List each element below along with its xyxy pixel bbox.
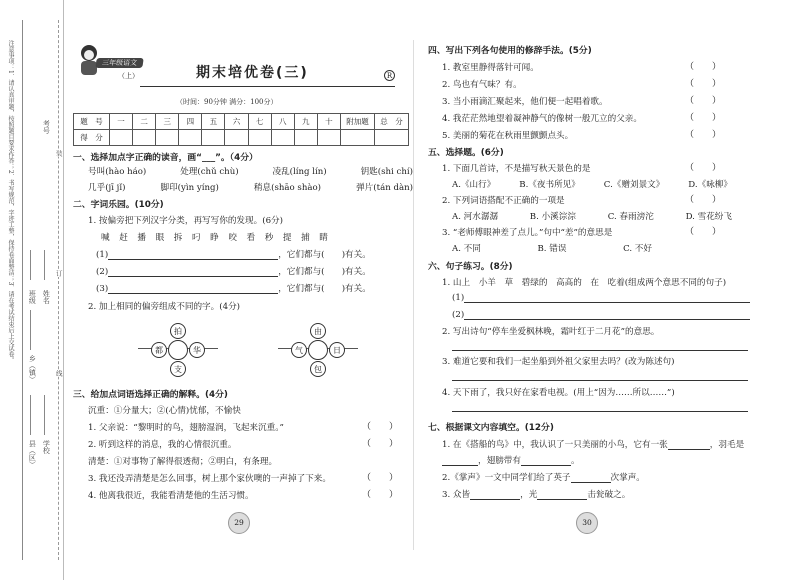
page-number-left: 29 (228, 512, 250, 534)
score-cell: 二 (133, 114, 156, 130)
grade-badge-sub: （上） (118, 72, 139, 80)
classify-line-1 (96, 250, 371, 260)
section-3-q3: 3. 我还没弄清楚是怎么回事，树上那个家伙噢的一声掉了下来。 (88, 474, 331, 484)
classify-line-3 (96, 284, 371, 294)
score-cell: 五 (202, 114, 225, 130)
field-town-line (30, 310, 31, 350)
field-name-line (44, 250, 45, 280)
answer-blank[interactable] (452, 402, 748, 412)
binding-rule (22, 20, 23, 560)
section-7-q1-line-2 (442, 456, 580, 466)
section-5-q3: 3. “老师傅眼神差了点儿。”句中“差”的意思是 (442, 228, 613, 238)
section-5-title: 五、选择题。(6分) (428, 148, 504, 158)
score-input[interactable] (133, 130, 156, 146)
answer-blank[interactable] (108, 293, 278, 294)
option[interactable]: D.《咏柳》 (688, 180, 732, 190)
section-1-title: 一、选择加点字正确的读音，画“___”。（4分） (73, 153, 258, 163)
pinyin-item[interactable]: 脚印(yìn yíng) (160, 183, 219, 193)
score-cell: 附加题 (341, 114, 375, 130)
option[interactable]: C. 春雨滂沱 (607, 212, 654, 222)
answer-blank[interactable] (442, 465, 478, 466)
flower-petal: 都 (151, 342, 167, 358)
cut-line (58, 20, 59, 560)
cut-mark-1: 装 (54, 150, 63, 157)
score-input[interactable] (202, 130, 225, 146)
fill-text: 2.《掌声》一文中同学们给了英子 (442, 473, 571, 483)
answer-blank[interactable] (537, 499, 587, 500)
section-1-row-1 (88, 167, 413, 177)
definition-1: 沉重：①分量大；②(心情)忧郁，不愉快 (88, 406, 241, 416)
answer-blank[interactable] (521, 465, 571, 466)
section-6-q3: 3. 难道它要和我们一起坐船到外祖父家里去吗？(改为陈述句) (442, 357, 675, 367)
line-tail: ，它们都与( )有关。 (278, 284, 371, 294)
section-5-q3-options (452, 244, 652, 254)
section-7-q2 (442, 473, 645, 483)
field-school-line (44, 395, 45, 435)
option[interactable]: A. 河水潺潺 (452, 212, 499, 222)
line-number: (3) (96, 284, 109, 294)
field-id-label: 考号 (42, 120, 51, 134)
flower-center-blank[interactable] (168, 340, 188, 360)
page-title: 期末培优卷(三) (196, 65, 309, 81)
answer-paren[interactable]: （ ） (685, 163, 722, 173)
field-class-label: 班级 (28, 290, 37, 304)
fill-text: ，光 (520, 490, 538, 500)
answer-blank[interactable] (108, 276, 278, 277)
score-input[interactable] (225, 130, 248, 146)
option[interactable]: D. 雪花纷飞 (685, 212, 732, 222)
option[interactable]: C. 不好 (623, 244, 652, 254)
fill-text: 次掌声。 (610, 473, 645, 483)
registered-mark: R (384, 70, 395, 81)
cut-mark-3: 线 (54, 370, 63, 377)
flower-petal: 包 (310, 361, 326, 377)
fill-text: 1. 在《搭船的鸟》中，我认识了一只美丽的小鸟，它有一张 (442, 440, 668, 450)
score-input[interactable] (179, 130, 202, 146)
section-4-title: 四、写出下列各句使用的修辞手法。(5分) (428, 46, 592, 56)
score-input[interactable] (375, 130, 409, 146)
section-2-q1: 1. 按偏旁把下列汉字分类，再写写你的发现。(6分) (88, 216, 283, 226)
line-number: (1) (452, 293, 465, 303)
flower-center-blank[interactable] (308, 340, 328, 360)
option[interactable]: B. 小溪淙淙 (529, 212, 576, 222)
definition-2: 清楚：①对事物了解得很透彻；②明白，有条理。 (88, 457, 278, 467)
option[interactable]: A.《山行》 (452, 180, 496, 190)
title-rule (140, 86, 395, 87)
section-5-q2: 2. 下列词语搭配不正确的一项是 (442, 196, 565, 206)
section-3-q1: 1. 父亲说：“黎明时的鸟，翅膀湿润，飞起来沉重。” (88, 423, 284, 433)
section-6-q2: 2. 写出诗句“停车坐爱枫林晚，霜叶红于二月花”的意思。 (442, 327, 660, 337)
answer-paren[interactable]: （ ） (362, 473, 399, 483)
field-district-label: 县（区） (28, 440, 37, 468)
score-cell: 总 分 (375, 114, 409, 130)
line-number: (2) (96, 267, 109, 277)
score-input[interactable] (248, 130, 271, 146)
fill-text: ，翅膀带有 (478, 456, 521, 466)
binding-strip (0, 0, 64, 580)
page-divider (413, 40, 414, 550)
section-3-title: 三、给加点词语选择正确的解释。(4分) (73, 390, 228, 400)
answer-paren[interactable]: （ ） (685, 113, 722, 123)
answer-blank[interactable] (571, 482, 611, 483)
section-6-q4: 4. 天下雨了，我只好在家看电视。(用上“因为……所以……”) (442, 388, 675, 398)
section-2-title: 二、字词乐园。(10分) (73, 200, 164, 210)
section-6-q1: 1. 山上 小羊 草 碧绿的 高高的 在 吃着(组成两个意思不同的句子) (442, 278, 727, 288)
score-cell: 一 (110, 114, 133, 130)
answer-paren[interactable]: （ ） (685, 62, 722, 72)
section-1-row-2 (88, 183, 413, 193)
section-7-q3 (442, 490, 630, 500)
score-cell: 十 (317, 114, 340, 130)
answer-paren[interactable]: （ ） (685, 130, 722, 140)
score-input[interactable] (317, 130, 340, 146)
field-name-label: 姓名 (42, 290, 51, 304)
rhetoric-item: 1. 教室里静得落针可闻。 (442, 63, 539, 73)
sentence-line-2 (452, 310, 750, 320)
field-district-line (30, 395, 31, 435)
section-3-q4: 4. 他离我很近，我能看清楚他的生活习惯。 (88, 491, 254, 501)
line-number: (1) (96, 250, 109, 260)
field-town-label: 乡（镇） (28, 355, 37, 383)
cut-mark-2: 订 (54, 270, 63, 277)
score-cell: 七 (248, 114, 271, 130)
section-7-title: 七、根据课文内容填空。(12分) (428, 423, 554, 433)
option[interactable]: A. 不同 (452, 244, 481, 254)
rhetoric-item: 5. 美丽的菊花在秋雨里颤颤点头。 (442, 131, 574, 141)
score-table-header-row (74, 114, 409, 130)
answer-paren[interactable]: （ ） (685, 227, 722, 237)
section-2-chars: 喊 赶 播 眼 拆 叼 睁 咬 看 秒 提 捕 睛 (101, 233, 329, 243)
exam-info: （时间：90分钟 满分：100分） (176, 98, 278, 106)
section-2-q2: 2. 加上相同的偏旁组成不同的字。(4分) (88, 302, 241, 312)
classify-line-2 (96, 267, 371, 277)
answer-blank[interactable] (464, 302, 750, 303)
answer-paren[interactable]: （ ） (685, 195, 722, 205)
section-3-q2: 2. 听到这样的消息，我的心情很沉重。 (88, 440, 237, 450)
binding-notes: 注意事项：1．请认真审题，按照题目要求作答；2．书写规范，字迹工整，保持卷面整洁；3．请在考试结束后上交试卷。 (7, 40, 14, 364)
answer-paren[interactable]: （ ） (362, 439, 399, 449)
flower-petal: 日 (329, 342, 345, 358)
fill-text: 3. 众皆 (442, 490, 471, 500)
rhetoric-item: 2. 鸟也有气味？有。 (442, 80, 522, 90)
fill-text: 。 (570, 456, 580, 466)
option[interactable]: B.《夜书所见》 (519, 180, 580, 190)
score-input[interactable] (156, 130, 179, 146)
answer-blank[interactable] (452, 341, 748, 351)
pinyin-item[interactable]: 凌乱(líng lín) (272, 167, 327, 177)
score-table (73, 113, 409, 146)
answer-paren[interactable]: （ ） (685, 79, 722, 89)
flower-diagram-1 (128, 320, 228, 380)
answer-blank[interactable] (108, 259, 278, 260)
flower-petal: 气 (291, 342, 307, 358)
score-cell: 三 (156, 114, 179, 130)
flower-diagram-2 (268, 320, 368, 380)
flower-petal: 支 (170, 361, 186, 377)
rhetoric-item: 3. 当小雨滴汇聚起来，他们便一起唱着歌。 (442, 97, 608, 107)
fill-text: ，羽毛是 (709, 440, 745, 450)
line-number: (2) (452, 310, 465, 320)
grade-badge: 三年级语文 (95, 58, 143, 68)
line-tail: ，它们都与( )有关。 (278, 250, 371, 260)
answer-blank[interactable] (464, 319, 750, 320)
score-row-label: 得 分 (74, 130, 110, 146)
flower-petal: 华 (189, 342, 205, 358)
answer-paren[interactable]: （ ） (362, 422, 399, 432)
option[interactable]: C.《赠刘景文》 (603, 180, 665, 190)
score-input[interactable] (271, 130, 294, 146)
pinyin-item[interactable]: 钥匙(shi chí) (360, 167, 413, 177)
field-class-line (30, 250, 31, 280)
option[interactable]: B. 错误 (537, 244, 567, 254)
rhetoric-item: 4. 我茫茫然地望着凝神静气的像树一般兀立的父亲。 (442, 114, 642, 124)
pinyin-item[interactable]: 几乎(jī jǐ) (88, 183, 126, 193)
score-input[interactable] (341, 130, 375, 146)
pinyin-item[interactable]: 处理(chǔ chù) (180, 167, 239, 177)
score-input[interactable] (294, 130, 317, 146)
pinyin-item[interactable]: 稍息(shāo shào) (253, 183, 322, 193)
section-5-q1: 1. 下面几首诗，不是描写秋天景色的是 (442, 164, 591, 174)
answer-paren[interactable]: （ ） (685, 96, 722, 106)
flower-petal: 由 (310, 323, 326, 339)
flower-petal: 拍 (170, 323, 186, 339)
score-cell: 九 (294, 114, 317, 130)
score-table-score-row (74, 130, 409, 146)
score-cell: 四 (179, 114, 202, 130)
answer-blank[interactable] (452, 371, 748, 381)
answer-blank[interactable] (470, 499, 520, 500)
answer-paren[interactable]: （ ） (362, 490, 399, 500)
section-5-q2-options (452, 212, 732, 222)
score-cell: 六 (225, 114, 248, 130)
section-6-title: 六、句子练习。(8分) (428, 262, 513, 272)
section-7-q1-line-1 (442, 440, 744, 450)
page-number-right: 30 (576, 512, 598, 534)
pinyin-item[interactable]: 号叫(hào háo) (88, 167, 147, 177)
line-tail: ，它们都与( )有关。 (278, 267, 371, 277)
score-cell: 八 (271, 114, 294, 130)
field-school-label: 学校 (42, 440, 51, 454)
answer-blank[interactable] (668, 449, 710, 450)
pinyin-item[interactable]: 弹片(tán dàn) (356, 183, 413, 193)
sentence-line-1 (452, 293, 750, 303)
section-5-q1-options (452, 180, 732, 190)
score-input[interactable] (110, 130, 133, 146)
fill-text: 击瓮破之。 (587, 490, 631, 500)
score-cell: 题 号 (74, 114, 110, 130)
